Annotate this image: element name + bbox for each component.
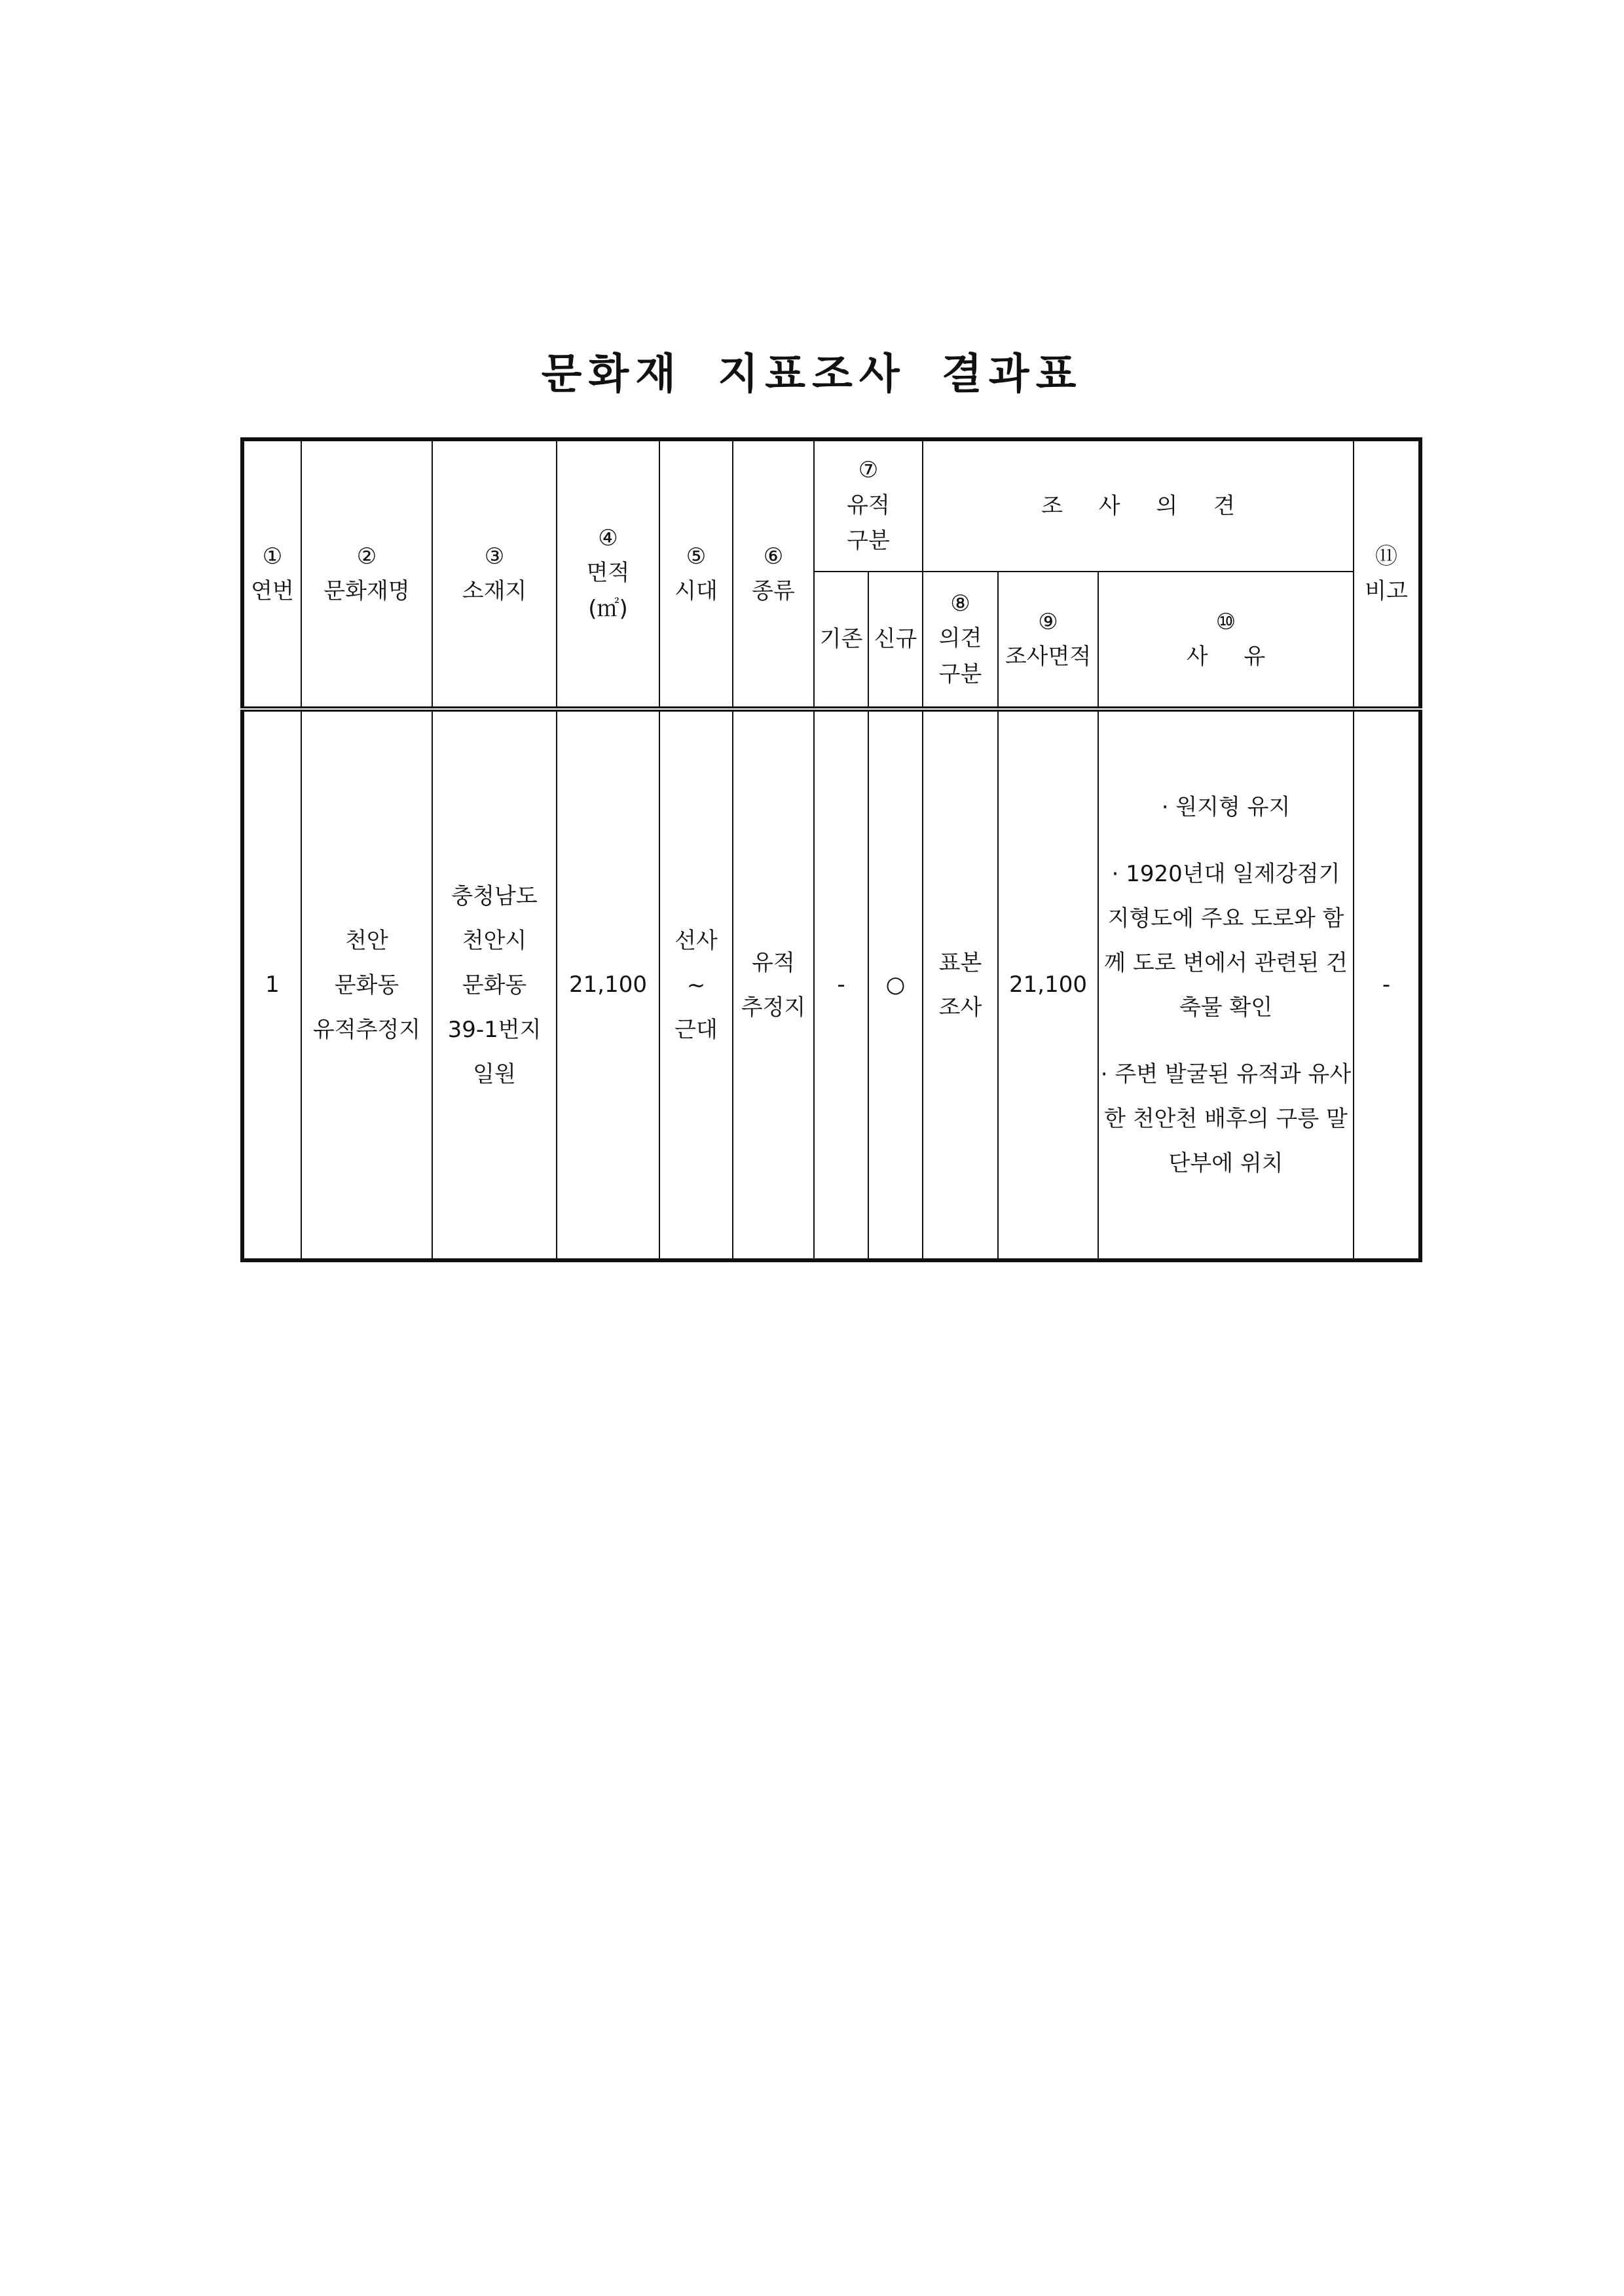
header-opinion-group: 조 사 의 견 (923, 439, 1354, 572)
cell-location: 충청남도 천안시 문화동 39-1번지 일원 (432, 709, 557, 1260)
cell-new: ○ (868, 709, 923, 1260)
table-row (242, 709, 1420, 1260)
header-location: ③ 소재지 (432, 439, 557, 709)
reason-item: · 1920년대 일제강점기 지형도에 주요 도로와 함께 도로 변에서 관련된 건축물 확인 (1104, 860, 1348, 1021)
header-existing: 기존 (814, 572, 868, 709)
header-new: 신규 (868, 572, 923, 709)
cell-type: 유적 추정지 (733, 709, 814, 1260)
header-area: ④ 면적 (㎡) (557, 439, 659, 709)
cell-period: 선사 ~ 근대 (659, 709, 733, 1260)
header-opinion-class: ⑧ 의견 구분 (923, 572, 998, 709)
cell-reason (1098, 709, 1354, 1260)
cell-opinion: 표본 조사 (923, 709, 998, 1260)
header-site-class: ⑦ 유적 구분 (814, 439, 923, 572)
header-survey-area: ⑨ 조사면적 (998, 572, 1098, 709)
cell-existing: - (814, 709, 868, 1260)
header-period: ⑤ 시대 (659, 439, 733, 709)
cell-remarks: - (1354, 709, 1420, 1260)
cell-area: 21,100 (557, 709, 659, 1260)
header-type: ⑥ 종류 (733, 439, 814, 709)
survey-result-table (240, 437, 1422, 1262)
header-seq: ① 연번 (242, 439, 301, 709)
cell-name: 천안 문화동 유적추정지 (301, 709, 432, 1260)
reason-item: · 주변 발굴된 유적과 유사한 천안천 배후의 구릉 말단부에 위치 (1100, 1061, 1352, 1176)
reason-item: · 원지형 유지 (1161, 793, 1291, 820)
cell-seq: 1 (242, 709, 301, 1260)
page-title: 문화재 지표조사 결과표 (541, 350, 1083, 399)
header-remarks: ⑪ 비고 (1354, 439, 1420, 709)
header-reason: ⑩ 사 유 (1098, 572, 1354, 709)
header-name: ② 문화재명 (301, 439, 432, 709)
cell-survey-area: 21,100 (998, 709, 1098, 1260)
